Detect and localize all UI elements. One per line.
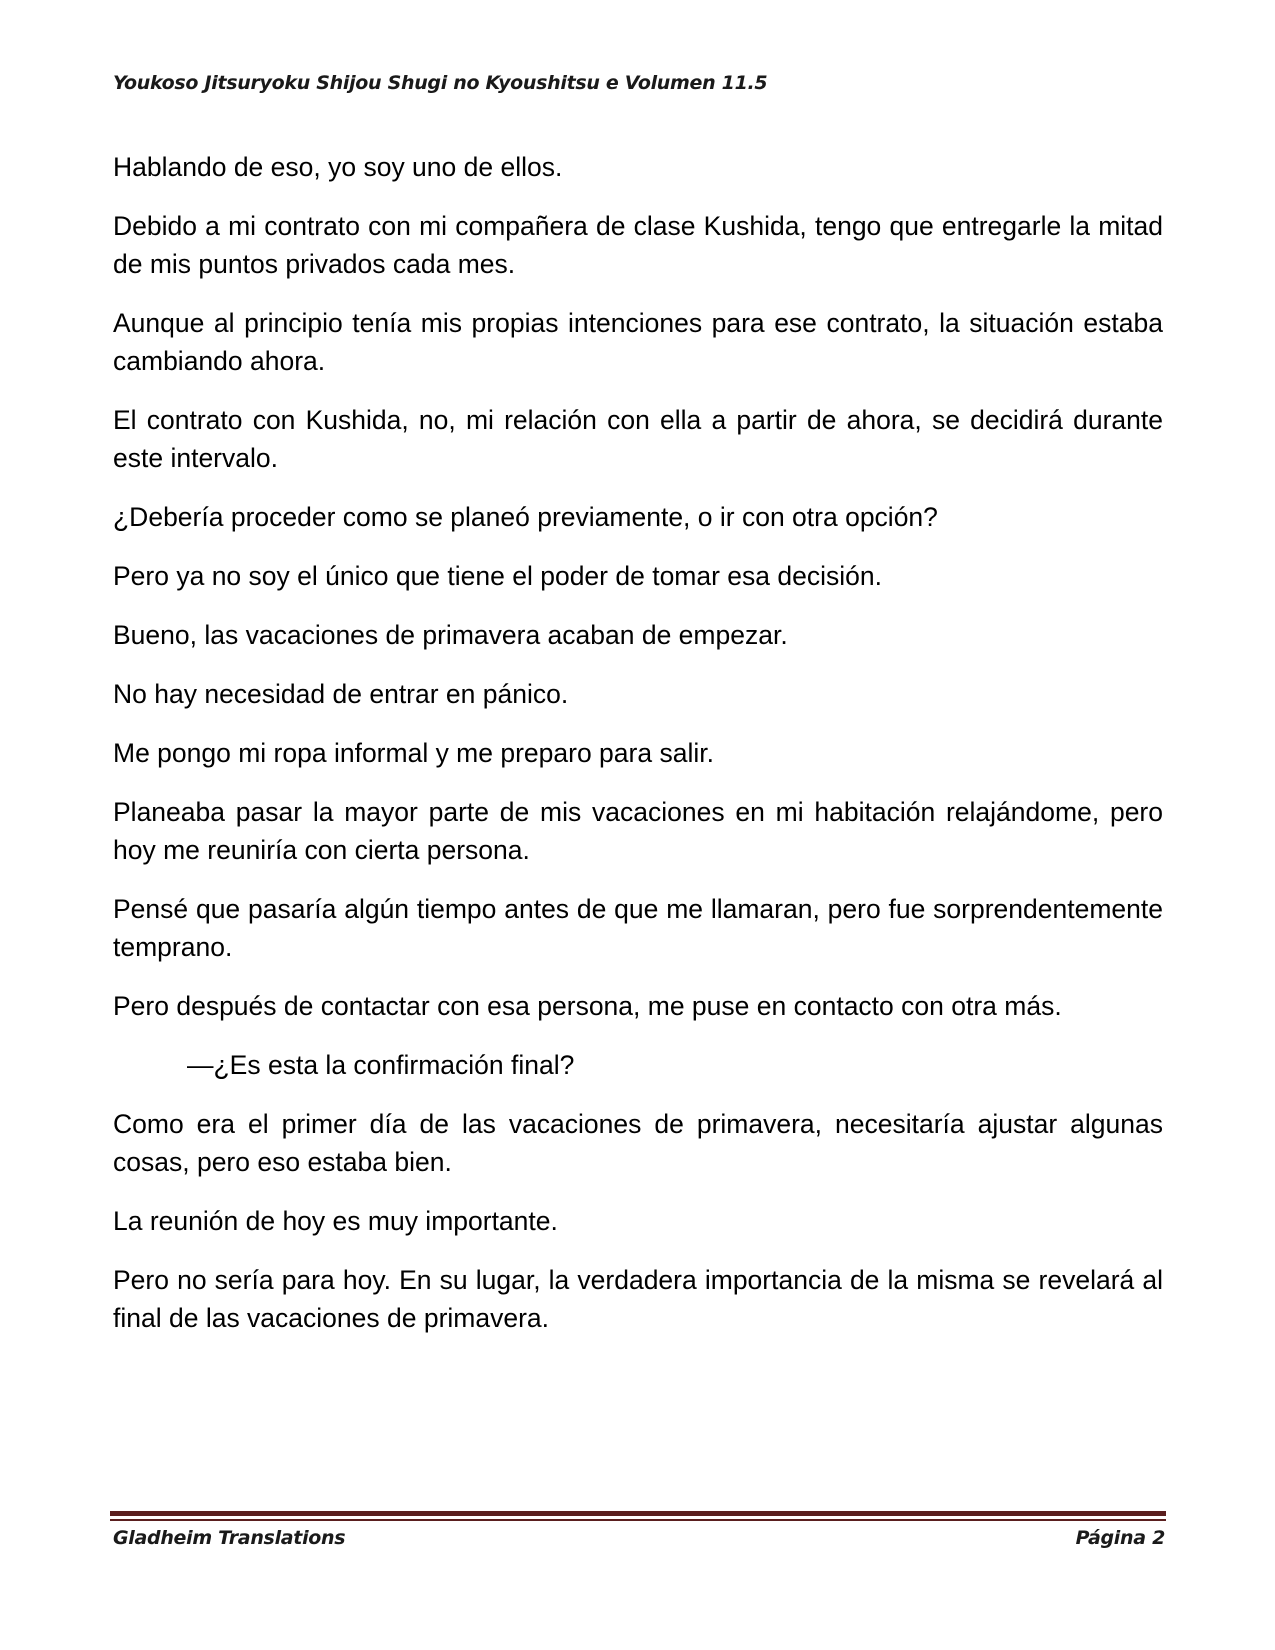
paragraph: Hablando de eso, yo soy uno de ellos. (113, 152, 563, 182)
paragraph: Debido a mi contrato con mi compañera de clase Kushida, tengo que entregarle la mitad de mis puntos privados cada mes. (113, 211, 1163, 279)
paragraph: Me pongo mi ropa informal y me preparo para salir. (113, 738, 714, 768)
dialogue-line: —¿Es esta la confirmación final? (187, 1050, 575, 1080)
paragraph: Planeaba pasar la mayor parte de mis vacaciones en mi habitación relajándome, pero hoy me reuniría con cierta persona. (113, 797, 1163, 865)
paragraph: ¿Debería proceder como se planeó previamente, o ir con otra opción? (113, 502, 938, 532)
footer-divider (110, 1511, 1166, 1516)
paragraph: Pero después de contactar con esa persona, me puse en contacto con otra más. (113, 991, 1062, 1021)
paragraph: Aunque al principio tenía mis propias intenciones para ese contrato, la situación estaba cambiando ahora. (113, 308, 1163, 376)
footer-page-number: Página 2 (1075, 1527, 1165, 1549)
document-header-title: Youkoso Jitsuryoku Shijou Shugi no Kyoushitsu e Volumen 11.5 (113, 72, 768, 94)
footer-divider-thin (110, 1519, 1166, 1521)
document-body (113, 148, 1163, 1358)
paragraph: Como era el primer día de las vacaciones de primavera, necesitaría ajustar algunas cosas, pero eso estaba bien. (113, 1109, 1163, 1177)
paragraph: Bueno, las vacaciones de primavera acaban de empezar. (113, 620, 788, 650)
paragraph: No hay necesidad de entrar en pánico. (113, 679, 569, 709)
paragraph: La reunión de hoy es muy importante. (113, 1206, 558, 1236)
paragraph: Pensé que pasaría algún tiempo antes de que me llamaran, pero fue sorprendentemente temprano. (113, 894, 1163, 962)
footer-translator-credit: Gladheim Translations (113, 1527, 346, 1549)
paragraph: Pero no sería para hoy. En su lugar, la verdadera importancia de la misma se revelará al final de las vacaciones de primavera. (113, 1265, 1163, 1333)
paragraph: El contrato con Kushida, no, mi relación con ella a partir de ahora, se decidirá durante este intervalo. (113, 405, 1163, 473)
paragraph: Pero ya no soy el único que tiene el poder de tomar esa decisión. (113, 561, 882, 591)
